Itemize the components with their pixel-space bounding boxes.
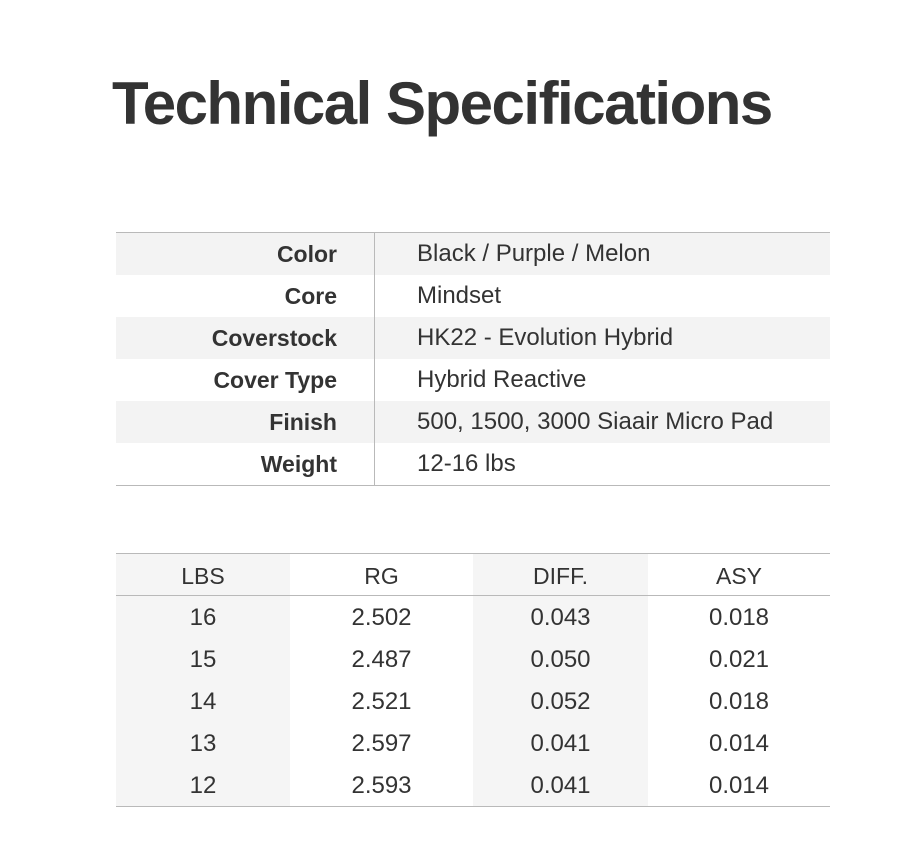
spec-row-coverstock xyxy=(116,317,830,359)
spec-value: Black / Purple / Melon xyxy=(417,240,651,267)
table-cell: 0.052 xyxy=(530,688,591,715)
spec-value: Hybrid Reactive xyxy=(417,366,587,393)
table-cell: 0.018 xyxy=(708,688,770,715)
table-cell: 2.521 xyxy=(351,688,412,715)
spec-row-finish xyxy=(116,401,830,443)
column-header: ASY xyxy=(648,554,830,596)
data-columns xyxy=(116,554,830,806)
column-header: DIFF. xyxy=(473,554,648,596)
table-cell: 0.021 xyxy=(708,646,770,673)
table-cell: 0.041 xyxy=(530,730,591,757)
table-cell: 2.502 xyxy=(351,604,412,631)
column-lbs xyxy=(116,554,290,806)
spec-label: Core xyxy=(116,275,375,317)
table-cell: 14 xyxy=(189,688,217,715)
column-asy xyxy=(648,554,830,806)
table-cell: 0.018 xyxy=(708,604,770,631)
spec-label: Finish xyxy=(116,401,375,443)
table-cell: 0.050 xyxy=(530,646,591,673)
spec-label: Cover Type xyxy=(116,359,375,401)
spec-row-core xyxy=(116,275,830,317)
column-rg xyxy=(290,554,473,806)
page-title: Technical Specifications xyxy=(112,70,772,137)
spec-row-cover-type xyxy=(116,359,830,401)
rg-data-table xyxy=(116,553,830,807)
table-cell: 13 xyxy=(189,730,217,757)
table-cell: 0.014 xyxy=(708,772,770,799)
spec-row-weight xyxy=(116,443,830,485)
table-cell: 0.041 xyxy=(530,772,591,799)
table-cell: 0.043 xyxy=(530,604,591,631)
spec-value: HK22 - Evolution Hybrid xyxy=(417,324,674,351)
spec-table xyxy=(116,232,830,486)
column-header: RG xyxy=(290,554,473,596)
column-diff xyxy=(473,554,648,806)
spec-label: Coverstock xyxy=(116,317,375,359)
spec-value: 500, 1500, 3000 Siaair Micro Pad xyxy=(417,408,774,435)
column-header: LBS xyxy=(116,554,290,596)
spec-row-color xyxy=(116,233,830,275)
spec-label: Weight xyxy=(116,443,375,485)
spec-value: Mindset xyxy=(417,282,502,309)
table-cell: 15 xyxy=(189,646,217,673)
table-cell: 12 xyxy=(189,772,217,799)
table-cell: 0.014 xyxy=(708,730,770,757)
table-cell: 2.487 xyxy=(351,646,412,673)
table-cell: 16 xyxy=(189,604,217,631)
spec-value: 12-16 lbs xyxy=(417,450,516,477)
table-cell: 2.597 xyxy=(351,730,412,757)
spec-label: Color xyxy=(116,233,375,275)
table-cell: 2.593 xyxy=(351,772,412,799)
